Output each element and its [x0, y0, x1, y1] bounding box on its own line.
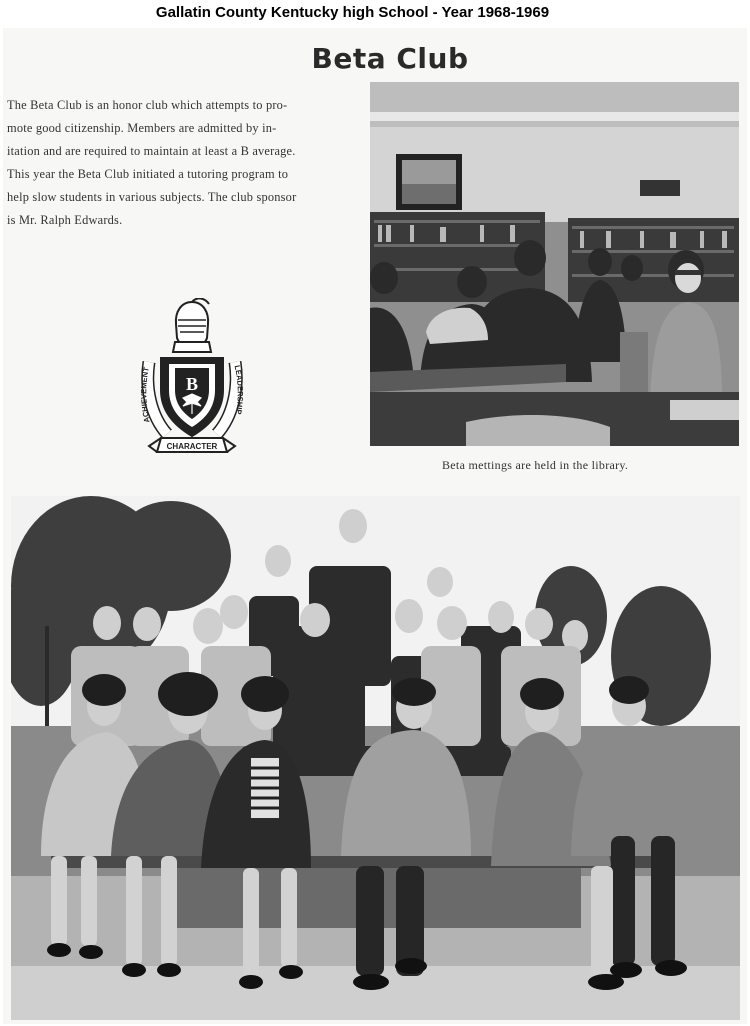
header-caption: Gallatin County Kentucky high School - Year 1968-1969 — [155, 4, 550, 21]
yearbook-page — [3, 28, 747, 1024]
intro-line: itation and are required to maintain at least a B average. — [7, 144, 296, 158]
page-title: Beta Club — [311, 42, 469, 75]
intro-line: is Mr. Ralph Edwards. — [7, 213, 123, 227]
intro-line: help slow students in various subjects. The club sponsor — [7, 190, 297, 204]
library-photo-caption: Beta mettings are held in the library. — [442, 458, 629, 472]
library-meeting-photo — [370, 82, 739, 446]
intro-line: mote good citizenship. Members are admitted by in- — [7, 121, 277, 135]
group-portrait-photo — [11, 496, 740, 1020]
crest-banner-left: ACHIEVEMENT — [139, 366, 152, 424]
shield-icon — [161, 358, 223, 436]
crest-banner-bottom: CHARACTER — [166, 442, 218, 451]
intro-line: The Beta Club is an honor club which attempts to pro- — [7, 98, 288, 112]
crest-letter: B — [185, 374, 199, 394]
beta-club-crest — [139, 298, 245, 460]
intro-line: This year the Beta Club initiated a tutoring program to — [7, 167, 289, 181]
crest-banner-right: LEADERSHIP — [232, 364, 245, 415]
knight-helmet-icon — [173, 298, 211, 352]
intro-paragraph — [7, 94, 359, 232]
